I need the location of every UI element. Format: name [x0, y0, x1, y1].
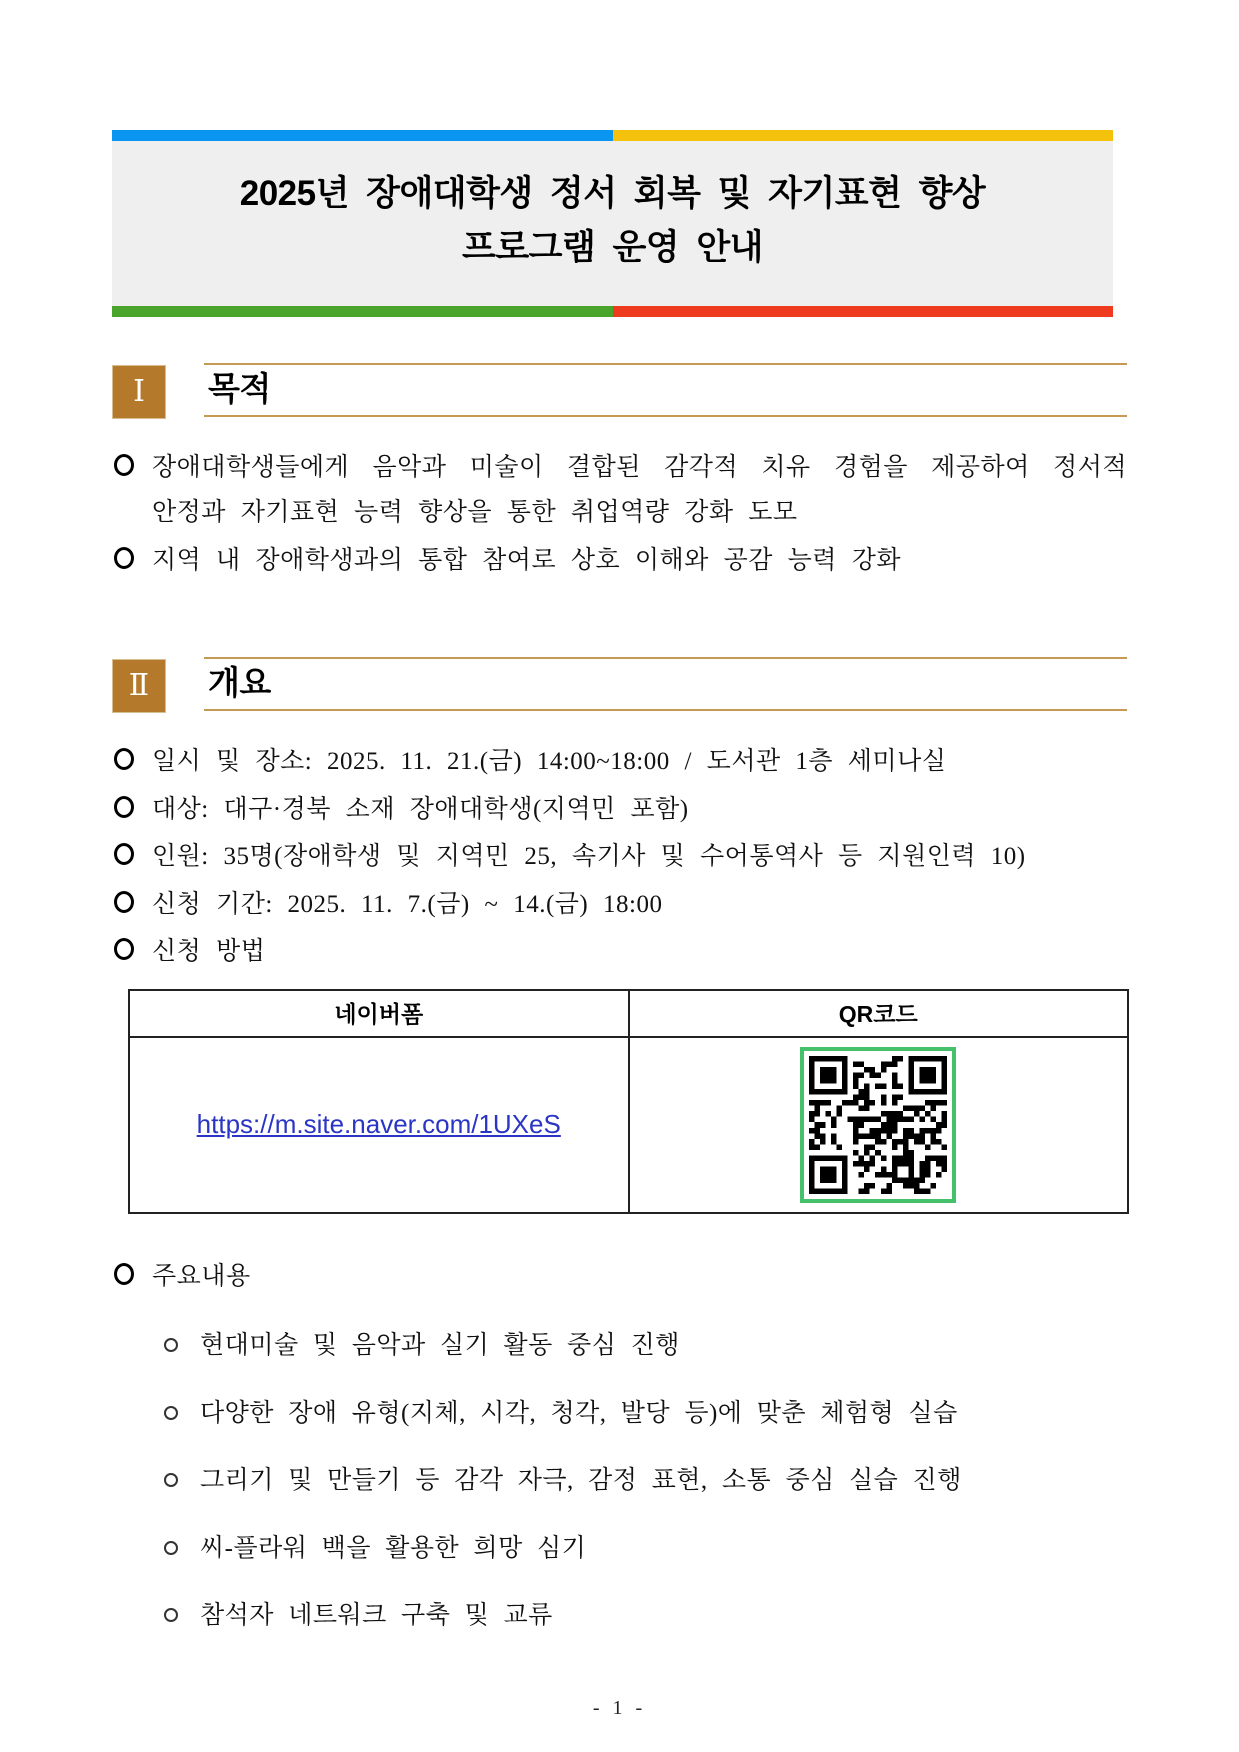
list-item — [112, 445, 1127, 536]
circle-bullet-icon — [114, 891, 134, 913]
sub-bullet-text: 다양한 장애 유형(지체, 시각, 청각, 발당 등)에 맞춘 체험형 실습 — [200, 1399, 958, 1427]
section-numeral-badge-2 — [112, 659, 166, 713]
overview-bullet-list — [112, 739, 1127, 975]
title-banner — [112, 130, 1113, 317]
small-circle-bullet-icon — [164, 1541, 178, 1555]
title-bottom-bar-red — [613, 306, 1114, 317]
title-bottom-bar-green — [112, 306, 613, 317]
table-header-naver-form: 네이버폼 — [129, 990, 629, 1037]
section-overview — [112, 657, 1127, 1635]
circle-bullet-icon — [114, 1263, 134, 1285]
circle-bullet-icon — [114, 454, 134, 476]
qr-code-image — [800, 1047, 956, 1203]
list-item — [164, 1462, 1127, 1500]
main-contents-heading — [112, 1254, 1127, 1300]
apply-method-table — [128, 989, 1129, 1214]
qr-code-cell — [629, 1037, 1129, 1213]
document-title-line2: 프로그램 운영 안내 — [462, 228, 763, 268]
bullet-text: 일시 및 장소: 2025. 11. 21.(금) 14:00~18:00 / 도서관 1층 세미나실 — [152, 748, 947, 775]
list-item — [164, 1530, 1127, 1568]
list-item — [112, 787, 1127, 833]
section-purpose-title-wrap — [204, 363, 1127, 419]
naver-form-cell — [129, 1037, 629, 1213]
small-circle-bullet-icon — [164, 1608, 178, 1622]
section-purpose — [112, 363, 1127, 584]
section-numeral-1: Ⅰ — [133, 374, 145, 408]
sub-bullet-text: 씨-플라워 백을 활용한 희망 심기 — [200, 1534, 587, 1562]
section-overview-title-wrap — [204, 657, 1127, 713]
bullet-text: 인원: 35명(장애학생 및 지역민 25, 속기사 및 수어통역사 등 지원인력 10) — [152, 843, 1026, 870]
section-purpose-title: 목적 — [208, 369, 271, 407]
naver-form-link[interactable]: https://m.site.naver.com/1UXeS — [196, 1109, 561, 1139]
circle-bullet-icon — [114, 796, 134, 818]
section-numeral-2: Ⅱ — [128, 669, 150, 702]
bullet-text: 장애대학생들에게 음악과 미술이 결합된 감각적 치유 경험을 제공하여 정서적 안정과 자기표현 능력 향상을 통한 취업역량 강화 도모 — [152, 453, 1127, 526]
purpose-bullet-list — [112, 445, 1127, 584]
sub-bullet-text: 참석자 네트워크 구축 및 교류 — [200, 1602, 553, 1629]
list-item — [112, 882, 1127, 928]
main-contents-label: 주요내용 — [152, 1262, 251, 1290]
title-bottom-bar — [112, 306, 1113, 317]
document-title-line1: 2025년 장애대학생 정서 회복 및 자기표현 향상 — [239, 174, 986, 213]
bullet-text: 지역 내 장애학생과의 통합 참여로 상호 이해와 공감 능력 강화 — [152, 546, 902, 574]
title-box — [112, 141, 1113, 306]
sub-bullet-text: 그리기 및 만들기 등 감각 자극, 감정 표현, 소통 중심 실습 진행 — [200, 1467, 962, 1494]
section-overview-header — [112, 657, 1127, 713]
section-rule-bottom — [204, 709, 1127, 711]
small-circle-bullet-icon — [164, 1406, 178, 1420]
circle-bullet-icon — [114, 748, 134, 770]
title-top-bar — [112, 130, 1113, 141]
bullet-text: 대상: 대구·경북 소재 장애대학생(지역민 포함) — [152, 795, 689, 823]
table-header-row — [129, 990, 1128, 1037]
circle-bullet-icon — [114, 547, 134, 569]
list-item — [164, 1327, 1127, 1365]
sub-bullet-text: 현대미술 및 음악과 실기 활동 중심 진행 — [200, 1332, 680, 1359]
list-item — [112, 538, 1127, 584]
list-item — [112, 834, 1127, 880]
circle-bullet-icon — [114, 938, 134, 960]
list-item — [164, 1597, 1127, 1635]
small-circle-bullet-icon — [164, 1473, 178, 1487]
list-item — [164, 1395, 1127, 1433]
main-contents-list — [112, 1327, 1127, 1635]
page-number: - 1 - — [592, 1697, 647, 1719]
section-rule-bottom — [204, 415, 1127, 417]
section-purpose-header — [112, 363, 1127, 419]
section-overview-title: 개요 — [208, 664, 271, 701]
bullet-text: 신청 기간: 2025. 11. 7.(금) ~ 14.(금) 18:00 — [152, 890, 663, 918]
section-numeral-badge-1 — [112, 365, 166, 419]
list-item — [112, 929, 1127, 975]
title-top-bar-blue — [112, 130, 613, 141]
circle-bullet-icon — [114, 843, 134, 865]
table-row — [129, 1037, 1128, 1213]
small-circle-bullet-icon — [164, 1338, 178, 1352]
bullet-text: 신청 방법 — [152, 938, 266, 965]
table-header-qr-code: QR코드 — [629, 990, 1129, 1037]
list-item — [112, 739, 1127, 785]
title-top-bar-yellow — [613, 130, 1114, 141]
